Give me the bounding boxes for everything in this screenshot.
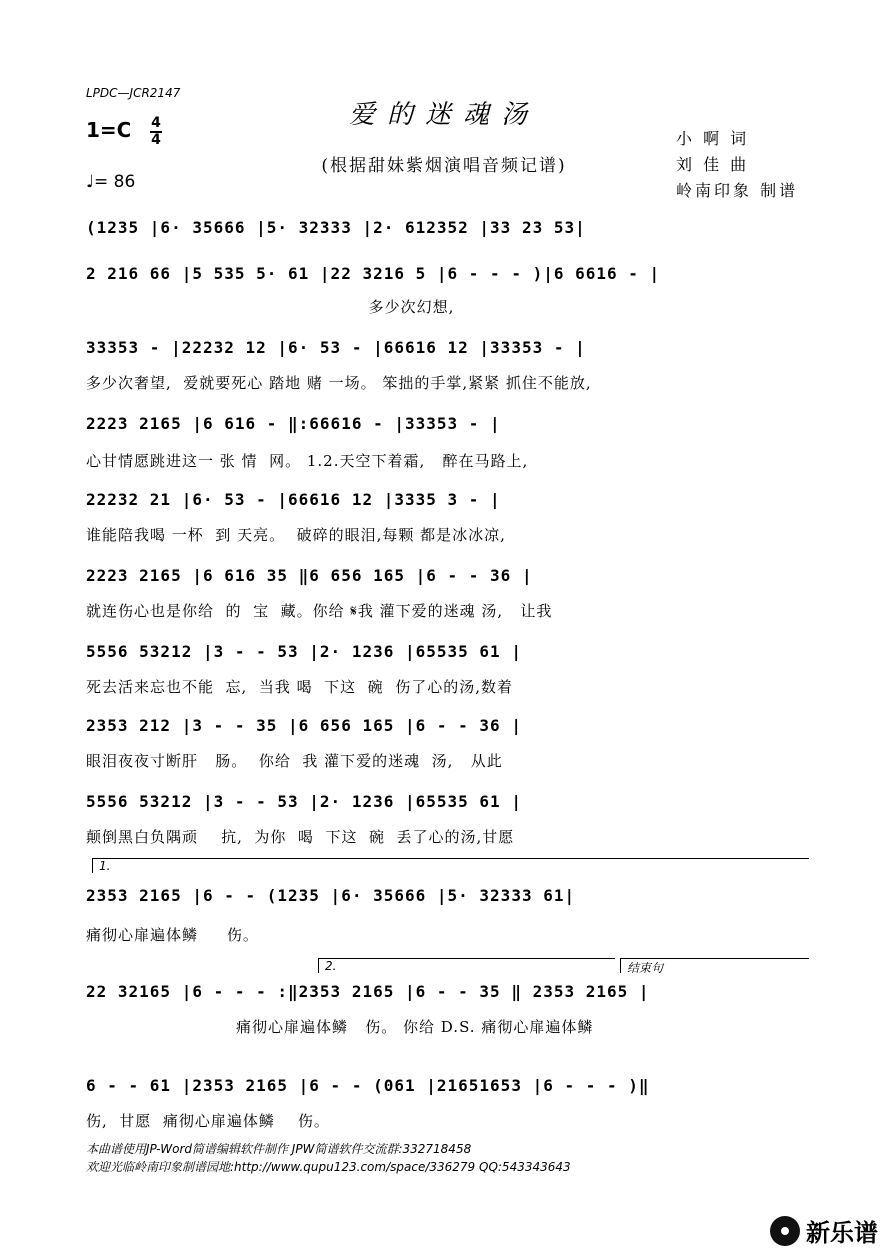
score-row-8-notes: 2353 212 |3 - - 35 |6 656 165 |6 - - 36 | [86,716,522,735]
footer-line-2: 欢迎光临岭南印象制谱园地:http://www.qupu123.com/space/336279 QQ:543343643 [86,1160,571,1174]
brand-logo [770,1213,878,1248]
score-row-6-notes: 2223 2165 |6 616 35 ‖6 656 165 |6 - - 36 | [86,566,533,585]
score-row-4-notes: 2223 2165 |6 616 - ‖:66616 - |33353 - | [86,414,501,433]
score-row-10-notes: 2353 2165 |6 - - (1235 |6· 35666 |5· 32333 61| [86,886,576,905]
arranger-credit: 岭南印象 制谱 [676,181,799,200]
tempo-mark: ♩= 86 [86,172,136,192]
score-row-3-lyric: 多少次奢望, 爱就要死心 踏地 赌 一场。 笨拙的手掌,紧紧 抓住不能放, [86,374,592,392]
record-disc-icon [770,1216,800,1246]
score-row-4-lyric: 心甘情愿跳进这一 张 情 网。 1.2.天空下着霜, 醉在马路上, [86,452,529,470]
lyricist-credit: 小 啊 词 [676,129,750,148]
score-row-5-lyric: 谁能陪我喝 一杯 到 天亮。 破碎的眼泪,每颗 都是冰冰凉, [86,526,506,544]
meter-bottom: 4 [151,132,161,148]
song-title: 爱的迷魂汤 [348,100,539,130]
key-signature: 1=C [86,118,132,142]
ending-phrase-label: 结束句 [620,958,809,973]
footer-line-1: 本曲谱使用JP-Word简谱编辑软件制作 JPW简谱软件交流群:332718458 [86,1142,472,1156]
score-row-9-lyric: 颠倒黑白负隅顽 抗, 为你 喝 下这 碗 丢了心的汤,甘愿 [86,828,515,846]
volta-first-ending: 1. [92,858,809,873]
score-row-6-lyric: 就连伤心也是你给 的 宝 藏。你给 𝄋我 灌下爱的迷魂 汤, 让我 [86,602,553,620]
score-row-2-notes: 2 216 66 |5 535 5· 61 |22 3216 5 |6 - - - )|6 6616 - | [86,264,661,283]
score-row-8-lyric: 眼泪夜夜寸断肝 肠。 你给 我 灌下爱的迷魂 汤, 从此 [86,752,503,770]
score-row-7-lyric: 死去活来忘也不能 忘, 当我 喝 下这 碗 伤了心的汤,数着 [86,678,513,696]
composer-credit: 刘 佳 曲 [676,155,750,174]
time-signature [150,116,162,148]
score-row-7-notes: 5556 53212 |3 - - 53 |2· 1236 |65535 61 | [86,642,522,661]
score-row-3-notes: 33353 - |22232 12 |6· 53 - |66616 12 |33353 - | [86,338,586,357]
score-row-11-notes: 22 32165 |6 - - - :‖2353 2165 |6 - - 35 ‖ 2353 2165 | [86,982,650,1001]
brand-name: 新乐谱 [806,1219,878,1247]
song-subtitle: (根据甜妹紫烟演唱音频记谱) [321,156,567,176]
score-code: LPDC—JCR2147 [86,86,181,100]
score-row-1-notes: (1235 |6· 35666 |5· 32333 |2· 612352 |33 23 53| [86,218,586,237]
score-row-9-notes: 5556 53212 |3 - - 53 |2· 1236 |65535 61 | [86,792,522,811]
score-row-5-notes: 22232 21 |6· 53 - |66616 12 |3335 3 - | [86,490,501,509]
score-row-10-lyric: 痛彻心扉遍体鳞 伤。 [86,926,259,944]
score-row-12-lyric: 伤, 甘愿 痛彻心扉遍体鳞 伤。 [86,1112,330,1130]
score-row-11-lyric: 痛彻心扉遍体鳞 伤。 你给 D.S. 痛彻心扉遍体鳞 [86,1018,594,1036]
meter-top: 4 [151,115,161,131]
volta-second-ending: 2. [318,958,615,973]
score-row-2-lyric: 多少次幻想, [86,298,455,316]
score-row-12-notes: 6 - - 61 |2353 2165 |6 - - (061 |21651653 |6 - - - )‖ [86,1076,650,1095]
